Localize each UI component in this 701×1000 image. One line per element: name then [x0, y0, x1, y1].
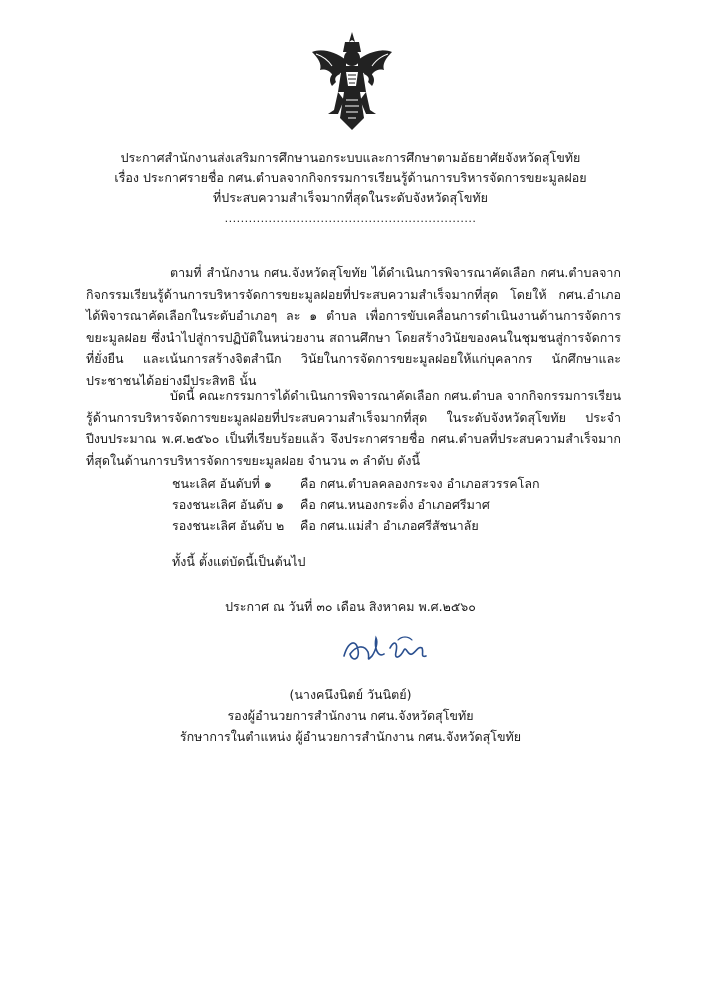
garuda-emblem-icon — [308, 30, 396, 135]
signatory-block — [0, 684, 701, 747]
signatory-name: (นางคนึงนิตย์ วันนิตย์) — [289, 687, 412, 702]
paragraph-2-text: บัดนี้ คณะกรรมการได้ดำเนินการพิจารณาคัดเลือก กศน.ตำบล จากกิจกรรมการเรียนรู้ด้านการบริหารจัดการขยะมูลฝอยที่ประสบความสำเร็จมากที่สุด ในระดับจังหวัดสุโขทัย ประจำปีงบประมาณ พ.ศ.๒๕๖๐ เป็นที่เรียบร้อยแล้ว จึงประกาศรายชื่อ กศน.ตำบลที่ประสบความสำเร็จมากที่สุดในด้านการบริหารจัดการขยะมูลฝอย จำนวน ๓ ลำดับ ดังนี้ — [86, 388, 621, 468]
winners-list — [172, 473, 540, 536]
winner-row — [172, 515, 540, 536]
rank-title: รองชนะเลิศ อันดับ ๑ — [172, 497, 284, 512]
announcement-subject: เรื่อง ประกาศรายชื่อ กศน.ตำบลจากกิจกรรมการเรียนรู้ด้านการบริหารจัดการขยะมูลฝอย — [114, 170, 587, 185]
announcement-date: ประกาศ ณ วันที่ ๓๐ เดือน สิงหาคม พ.ศ.๒๕๖๐ — [225, 599, 476, 614]
closing-statement: ทั้งนี้ ตั้งแต่บัดนี้เป็นต้นไป — [172, 554, 306, 569]
winner-row — [172, 473, 540, 494]
rank-title: ชนะเลิศ อันดับที่ ๑ — [172, 476, 272, 491]
handwritten-signature — [338, 628, 430, 670]
rank-detail: คือ กศน.ตำบลคลองกระจง อำเภอสวรรคโลก — [300, 476, 540, 491]
rank-detail: คือ กศน.แม่สำ อำเภอศรีสัชนาลัย — [300, 518, 479, 533]
signatory-position: รองผู้อำนวยการสำนักงาน กศน.จังหวัดสุโขทัย — [227, 708, 474, 723]
header-divider: ............................................................... — [224, 212, 477, 225]
body-paragraph-1 — [86, 262, 621, 391]
signatory-acting-position: รักษาการในตำแหน่ง ผู้อำนวยการสำนักงาน กศน.จังหวัดสุโขทัย — [179, 729, 522, 744]
paragraph-1-text: ตามที่ สำนักงาน กศน.จังหวัดสุโขทัย ได้ดำเนินการพิจารณาคัดเลือก กศน.ตำบลจากกิจกรรมเรียนรู้ด้านการบริหารจัดการขยะมูลฝอยที่ประสบความสำเร็จมากที่สุด โดยให้ กศน.อำเภอ ได้พิจารณาคัดเลือกในระดับอำเภอๆ ละ ๑ ตำบล เพื่อการขับเคลื่อนการดำเนินงานด้านการจัดการขยะมูลฝอย ซึ่งนำไปสู่การปฏิบัติในหน่วยงาน สถานศึกษา โดยสร้างวินัยของคนในชุมชนสู่การจัดการที่ยั่งยืน และเน้นการสร้างจิตสำนึก วินัยในการจัดการขยะมูลฝอยให้แก่บุคลากร นักศึกษาและประชาชนได้อย่างมีประสิทธิ นั้น — [86, 265, 621, 388]
rank-detail: คือ กศน.หนองกระดิ่ง อำเภอศรีมาศ — [300, 497, 490, 512]
rank-title: รองชนะเลิศ อันดับ ๒ — [172, 518, 285, 533]
announcement-issuer: ประกาศสำนักงานส่งเสริมการศึกษานอกระบบและการศึกษาตามอัธยาศัยจังหวัดสุโขทัย — [120, 150, 581, 165]
winner-row — [172, 494, 540, 515]
announcement-subject-continued: ที่ประสบความสำเร็จมากที่สุดในระดับจังหวัดสุโขทัย — [213, 190, 488, 205]
body-paragraph-2 — [86, 385, 621, 471]
